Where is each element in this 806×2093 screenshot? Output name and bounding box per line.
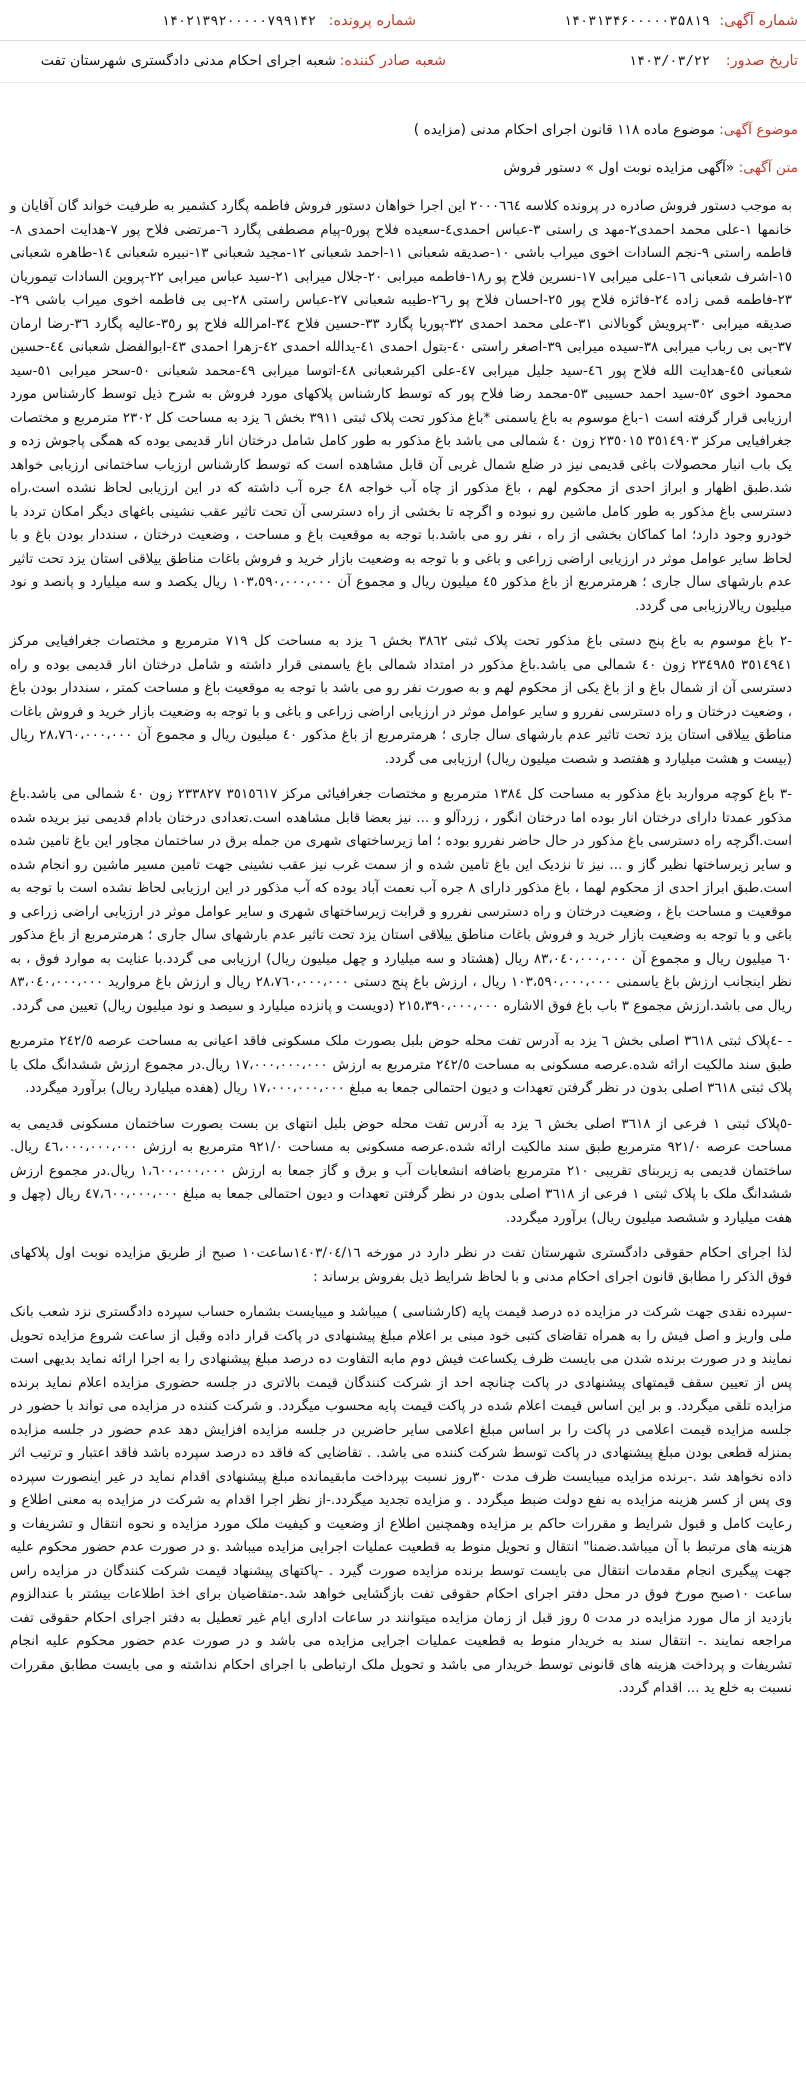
paragraph-3: -۳ باغ کوچه مرواربد باغ مذکور به مساحت کل ۱۳۸٤ مترمربع و مختصات جغرافیائی مرکز ۳٥۱٥٦۱۷ ۲۳۳۸۲۷ زون ٤۰ شمالی می باشد.باغ مذکور عمدتا دارای درختان انار بوده اما درختان انگور ، زردآلو و ... نیز بعضا قابل مشاهده است.تعدادی درختان بادام قدیمی نیز بریده شده است.اگرچه راه دسترسی باغ مذکور در حال حاضر نفررو بوده ؛ اما زیرساختهای شهری من جمله برق در ساختمان مجاور این باغ تامین شده و سایر زیرساختها نظیر گاز و ... نیز تا نزدیک این باغ تامین شده و از سمت غرب نیز عقب نشینی جهت تامین مسیر ماشین رو انجام شده است.طبق ابراز احدی از محکوم لهما ، باغ مذکور دارای ۸ جره آب نعمت آباد بوده که آب مذکور در این ارزیابی لحاظ نشده است با توجه به موقعیت و مساحت باغ ، وضعیت درختان و راه دسترسی نفررو و قرابت زیرساختهای شهری و سایر عوامل موثر در ارزیابی اراضی زراعی و باغی و با توجه به وضعیت بازار خرید و فروش باغات مناطق ییلاقی استان یزد تحت تاثیر عدم بارشهای سال جاری ؛ هرمترمربع از باغ مذکور ٦۰ میلیون ریال و مجموع آن ۸۳،۰٤۰،۰۰۰،۰۰۰ ریال (هشتاد و سه میلیارد و چهل میلیون ریال) ارزیابی می گردد.با عنایت به موارد فوق ، به نظر اینجانب ارزش باغ یاسمنی ۱۰۳،٥۹۰،۰۰۰،۰۰۰ ریال ، ارزش باغ پنج دستی ۲۸،۷٦۰،۰۰۰،۰۰۰ ریال و ارزش باغ مروارید ۸۳،۰٤۰،۰۰۰،۰۰۰ ریال می باشد.ارزش مجموع ۳ باب باغ فوق الاشاره ۲۱٥،۳۹۰،۰۰۰،۰۰۰ (دویست و پانزده میلیارد و سیصد و نود میلیون ریال) تعیین می گردد.	[10, 786, 792, 1014]
subject-line	[8, 118, 798, 142]
header-divider-bottom	[0, 82, 806, 83]
ad-number-label: شماره آگهی:	[719, 13, 798, 29]
issuing-branch: شعبه اجرای احکام مدنی دادگستری شهرستان تفت	[40, 53, 336, 69]
case-number: ۱۴۰۲۱۳۹۲۰۰۰۰۰۷۹۹۱۴۲	[161, 13, 316, 29]
ad-text-label: متن آگهی:	[738, 160, 798, 176]
header-row-2	[0, 48, 806, 74]
ad-body	[10, 195, 792, 1713]
subject-label: موضوع آگهی:	[719, 122, 798, 138]
ad-text-line	[8, 156, 798, 180]
header-row-1	[0, 8, 806, 34]
ad-text-heading: «آگهی مزایده نوبت اول » دستور فروش	[503, 160, 735, 176]
issue-date-label: تاریخ صدور:	[725, 53, 798, 69]
issuing-branch-label: شعبه صادر کننده:	[339, 53, 446, 69]
case-number-label: شماره پرونده:	[328, 13, 416, 29]
paragraph-4: - -٤پلاک ثبتی ۳٦۱۸ اصلی بخش ٦ یزد به آدرس تفت محله حوض بلبل بصورت ملک مسکونی فاقد اعیانی به مساحت عرصه ۲٤۲/٥ مترمربع طبق سند مالکیت ارائه شده.عرصه مسکونی به مساحت ۲٤۲/٥ مترمربع به ارزش ۱۷،۰۰۰،۰۰۰،۰۰۰ ریال.در مجموع ارزش ششدانگ ملک با پلاک ثبتی ۳٦۱۸ اصلی بدون در نظر گرفتن تعهدات و دیون احتمالی جمعا به مبلغ ۱۷،۰۰۰،۰۰۰،۰۰۰ ریال (هفده میلیارد ریال) برآورد میگردد.	[10, 1033, 792, 1096]
paragraph-7: -سپرده نقدی جهت شرکت در مزایده ده درصد قیمت پایه (کارشناسی ) میباشد و میبایست بشماره حساب سپرده دادگستری نزد شعب بانک ملی واریز و اصل فیش را به همراه تقاضای کتبی خود مبنی بر اعلام مبلغ پیشنهادی در پاکت قرار داده وقبل از ساعت شروع مزایده تحویل نمایند و در صورت برنده شدن می بایست ظرف یکساعت فیش دوم مابه التفاوت ده درصد مبلغ پیشنهادی را به اجرا ارائه نماید بدیهی است پس از تعیین سقف قیمتهای پیشنهادی در پاکت چنانچه احد از شرکت کنندگان قیمت بالاتری در جلسه حضوری مزایده اعلام نماید برنده مزایده تلقی میگردد. و بر این اساس قیمت اعلام شده در پاکت قیمت پایه محسوب میگردد. و شرکت کننده در مزایده می تواند با حضور در جلسه مزایده قیمت اعلامی در پاکت را بر اساس مبلغ اعلامی سایر حاضرین در جلسه مزایده افزایش دهد عدم حضور در جلسه مزایده بمنزله قطعی بودن مبلغ پیشنهادی در پاکت توسط شرکت کننده می باشد. . تقاضایی که فاقد ده درصد سپرده باشد فاقد اعتبار و ترتیب اثر داده نخواهد شد .-برنده مزایده میبایست ظرف مدت ۳۰روز نسبت بپرداخت مابقیمانده مبلغ پیشنهادی اقدام نماید در غیر اینصورت سپرده وی پس از کسر هزینه مزایده به نفع دولت ضبط میگردد . و مزایده تجدید میگردد.-از نظر اجرا اقدام به شرکت در مزایده به معنی اطلاع و رعایت کامل و قبول شرایط و مقررات حاکم بر مزایده وهمچنین اطلاع از وضعیت و کیفیت ملک مورد مزایده و نحوه انتقال و تشریفات و هزینه های مرتبط با آن میباشد.ضمنا" انتقال و تحویل منوط به قطعیت عملیات اجرایی مزایده میباشد .و در صورت عدم حضور محکوم علیه جهت پیگیری انجام مقدمات انتقال می بایست توسط برنده مزایده صورت گیرد . -پاکتهای پیشنهاد قیمت شرکت کنندگان در مزایده راس ساعت ۱۰صبح مورخ فوق در محل دفتر اجرای احکام حقوقی تفت بازگشایی خواهد شد.-متقاضیان برای اخذ اطلاعات بیشتر با عندالزوم بازدید از مال مورد مزایده در مدت ٥ روز قبل از زمان مزایده میتوانند در ساعات اداری ایام غیر تعطیل به دفتر اجرای احکام حقوقی تفت مراجعه نمایند .- انتقال سند به خریدار منوط به قطعیت عملیات اجرایی مزایده می باشد و در صورت عدم حضور محکوم علیه انجام تشریفات و پرداخت هزینه های قانونی توسط خریدار می باشد و تحویل ملک ارتباطی با اجرای احکام نداشته و می بایست مطابق مقررات نسبت به خلع ید ... اقدام گردد.	[10, 1304, 793, 1696]
issue-date: ۱۴۰۳/۰۳/۲۲	[628, 53, 710, 69]
ad-header	[0, 0, 806, 100]
paragraph-6: لذا اجرای احکام حقوقی دادگستری شهرستان تفت در نظر دارد در مورخه ۱٤۰۳/۰٤/۱٦ساعت۱۰ صبح از طریق مزایده نوبت اول پلاکهای فوق الذکر را مطابق قانون اجرای احکام مدنی و با لحاظ شرایط ذیل بفروش برساند :	[10, 1245, 792, 1285]
ad-number: ۱۴۰۳۱۳۴۶۰۰۰۰۰۳۵۸۱۹	[563, 13, 710, 29]
paragraph-2: -۲ باغ موسوم به باغ پنج دستی باغ مذکور تحت پلاک ثبتی ۳۸٦۲ بخش ٦ یزد به مساحت کل ۷۱۹ مترمربع و مختصات جغرافیایی مرکز ۳٥۱٤۹٤۱ ۲۳٤۹۸٥ زون ٤۰ شمالی می باشد.باغ مذکور در امتداد شمالی باغ یاسمنی قرار داشته و شامل درختان انار قدیمی بوده و راه دسترسی آن از شمال باغ و از باغ یکی از محکوم لهم و به صورت نفر رو می باشد با توجه به موقعیت باغ و مساحت کمتر ، سنددار بودن باغ ، وضعیت درختان و راه دسترسی نفررو و سایر عوامل موثر در ارزیابی اراضی زراعی و باغی و با توجه به وضعیت بازار خرید و فروش باغات مناطق ییلاقی استان یزد تحت تاثیر عدم بارشهای سال جاری ؛ هرمترمربع از باغ مذکور ٤۰ میلیون ریال و مجموع آن ۲۸،۷٦۰،۰۰۰،۰۰۰ ریال (بیست و هشت میلیارد و هفتصد و شصت میلیون ریال) ارزیابی می گردد.	[10, 633, 793, 767]
paragraph-1: به موجب دستور فروش صادره در پرونده کلاسه ۲۰۰۰٦٦٤ این اجرا خواهان دستور فروش فاطمه پگارد کشمیر به طرفیت خواند گان آقایان و خانمها ۱-علی محمد احمدی۲-مهد ی راستی ۳-عباس احمدی٤-سعیده فلاح پور٥-پیام مصطفی پگارد ٦-مرتضی فلاح پور ۷-هدایت احمدی ۸-فاطمه راستی ۹-نجم السادات اخوی میراب باشی ۱۰-صدیقه شعبانی ۱۱-احمد شعبانی ۱۲-مجید شعبانی ۱۳-نبیره شعبانی ۱٤-طاهره شعبانی ۱٥-اشرف شعبانی ۱٦-علی میرابی ۱۷-نسرین فلاح پو ر۱۸-فاطمه میرابی ۲۰-جلال میرابی ۲۱-سید عباس میرابی ۲۲-پروین السادات تیموریان ۲۳-فاطمه قمی زاده ۲٤-فائزه فلاح پور ۲٥-احسان فلاح پو ر۲٦-طیبه شعبانی ۲۷-عباس راستی ۲۸-بی بی فاطمه اخوی میراب باشی ۲۹-صدیقه میرابی ۳۰-پرویش گوبالانی ۳۱-علی محمد احمدی ۳۲-پوریا پگارد ۳۳-حسین فلاح ۳٤-امرالله فلاح پو ر۳٥-عالیه پگارد ۳٦-رضا ارمان ۳۷-بی بی رباب میرابی ۳۸-سیده میرابی ۳۹-اصغر راستی ٤۰-بتول احمدی ٤۱-یدالله احمدی ٤۲-زهرا احمدی ٤۳-ابوالفضل شعبانی ٤٤-حسین شعبانی ٤٥-هدایت الله فلاح پور ٤٦-سید جلیل میرابی ٤۷-علی اکبرشعبانی ٤۸-اتوسا میرابی ٤۹-محمد شعبانی ٥۰-سحر میرابی ٥۱-سید محمود اخوی ٥۲-سید احمد حسیبی ٥۳-محمد رضا فلاح پور که توسط کارشناس پلاکهای مورد فروش به شرح ذیل توسط کارشناس مورد ارزیابی قرار گرفته است ۱-باغ موسوم به باغ یاسمنی *باغ مذکور تحت پلاک ثبتی ۳۹۱۱ بخش ٦ یزد به مساحت کل ۲۳۰۲ مترمربع و مختصات جغرافیایی مرکز ۳٥۱٤۹۰۳ ۲۳٥۰۱٥ زون ٤۰ شمالی می باشد باغ مذکور به طور کامل شامل درختان انار قدیمی بوده که همگی پاجوش زده و یک باب انبار محصولات باغی قدیمی نیز در ضلع شمال غربی آن قابل مشاهده است که توسط کارشناس ارزیاب ساختمانی ارزیابی خواهد شد.طبق اظهار و ابراز احدی از محکوم لهم ، باغ مذکور از چاه آب خواجه ٤۸ جره آب داشته که در این ارزیابی لحاظ نشده است.راه دسترسی باغ مذکور به طور کامل ماشین رو نبوده و اگرچه تا بخشی از راه دسترسی آن تحت تاثیر عقب نشینی باغهای دیگر امکان تردد با خودرو وجود دارد؛ اما کماکان بخشی از راه ، نفر رو می باشد.با توجه به موقعیت باغ و مساحت ، وضعیت درختان ، سنددار بودن باغ و با لحاظ سایر عوامل موثر در ارزیابی اراضی زراعی و باغی و با توجه به وضعیت بازار خرید و فروش باغات مناطق ییلاقی استان یزد تحت تاثیر عدم بارشهای سال جاری ؛ هرمترمربع از باغ مذکور ٤٥ میلیون ریال و مجموع آن ۱۰۳،٥۹۰،۰۰۰،۰۰۰ ریال یکصد و سه میلیارد و پانصد و نود میلیون ریالارزیابی می گردد.	[10, 198, 793, 614]
header-divider	[0, 40, 806, 41]
subject-text: موضوع ماده ۱۱۸ قانون اجرای احکام مدنی (مزایده )	[413, 122, 715, 138]
paragraph-5: -٥پلاک ثبتی ۱ فرعی از ۳٦۱۸ اصلی بخش ٦ یزد به آدرس تفت محله حوض بلبل انتهای بن بست بصورت ساختمان مسکونی قدیمی به مساحت عرصه ۹۲۱/۰ مترمربع طبق سند مالکیت ارائه شده.عرصه مسکونی به مساحت ۹۲۱/۰ مترمربع به ارزش ٤٦،۰۰۰،۰۰۰،۰۰۰ ریال. ساختمان قدیمی به زیربنای تقریبی ۲۱۰ مترمربع باضافه انشعابات آب و برق و گاز جمعا به ارزش ۱،٦۰۰،۰۰۰،۰۰۰ ریال.در مجموع ارزش ششدانگ ملک با پلاک ثبتی ۱ فرعی از ۳٦۱۸ اصلی بدون در نظر گرفتن تعهدات و دیون احتمالی جمعا به مبلغ ٤۷،٦۰۰،۰۰۰،۰۰۰ ریال (چهل و هفت میلیارد و ششصد میلیون ریال) برآورد میگردد.	[10, 1115, 793, 1226]
